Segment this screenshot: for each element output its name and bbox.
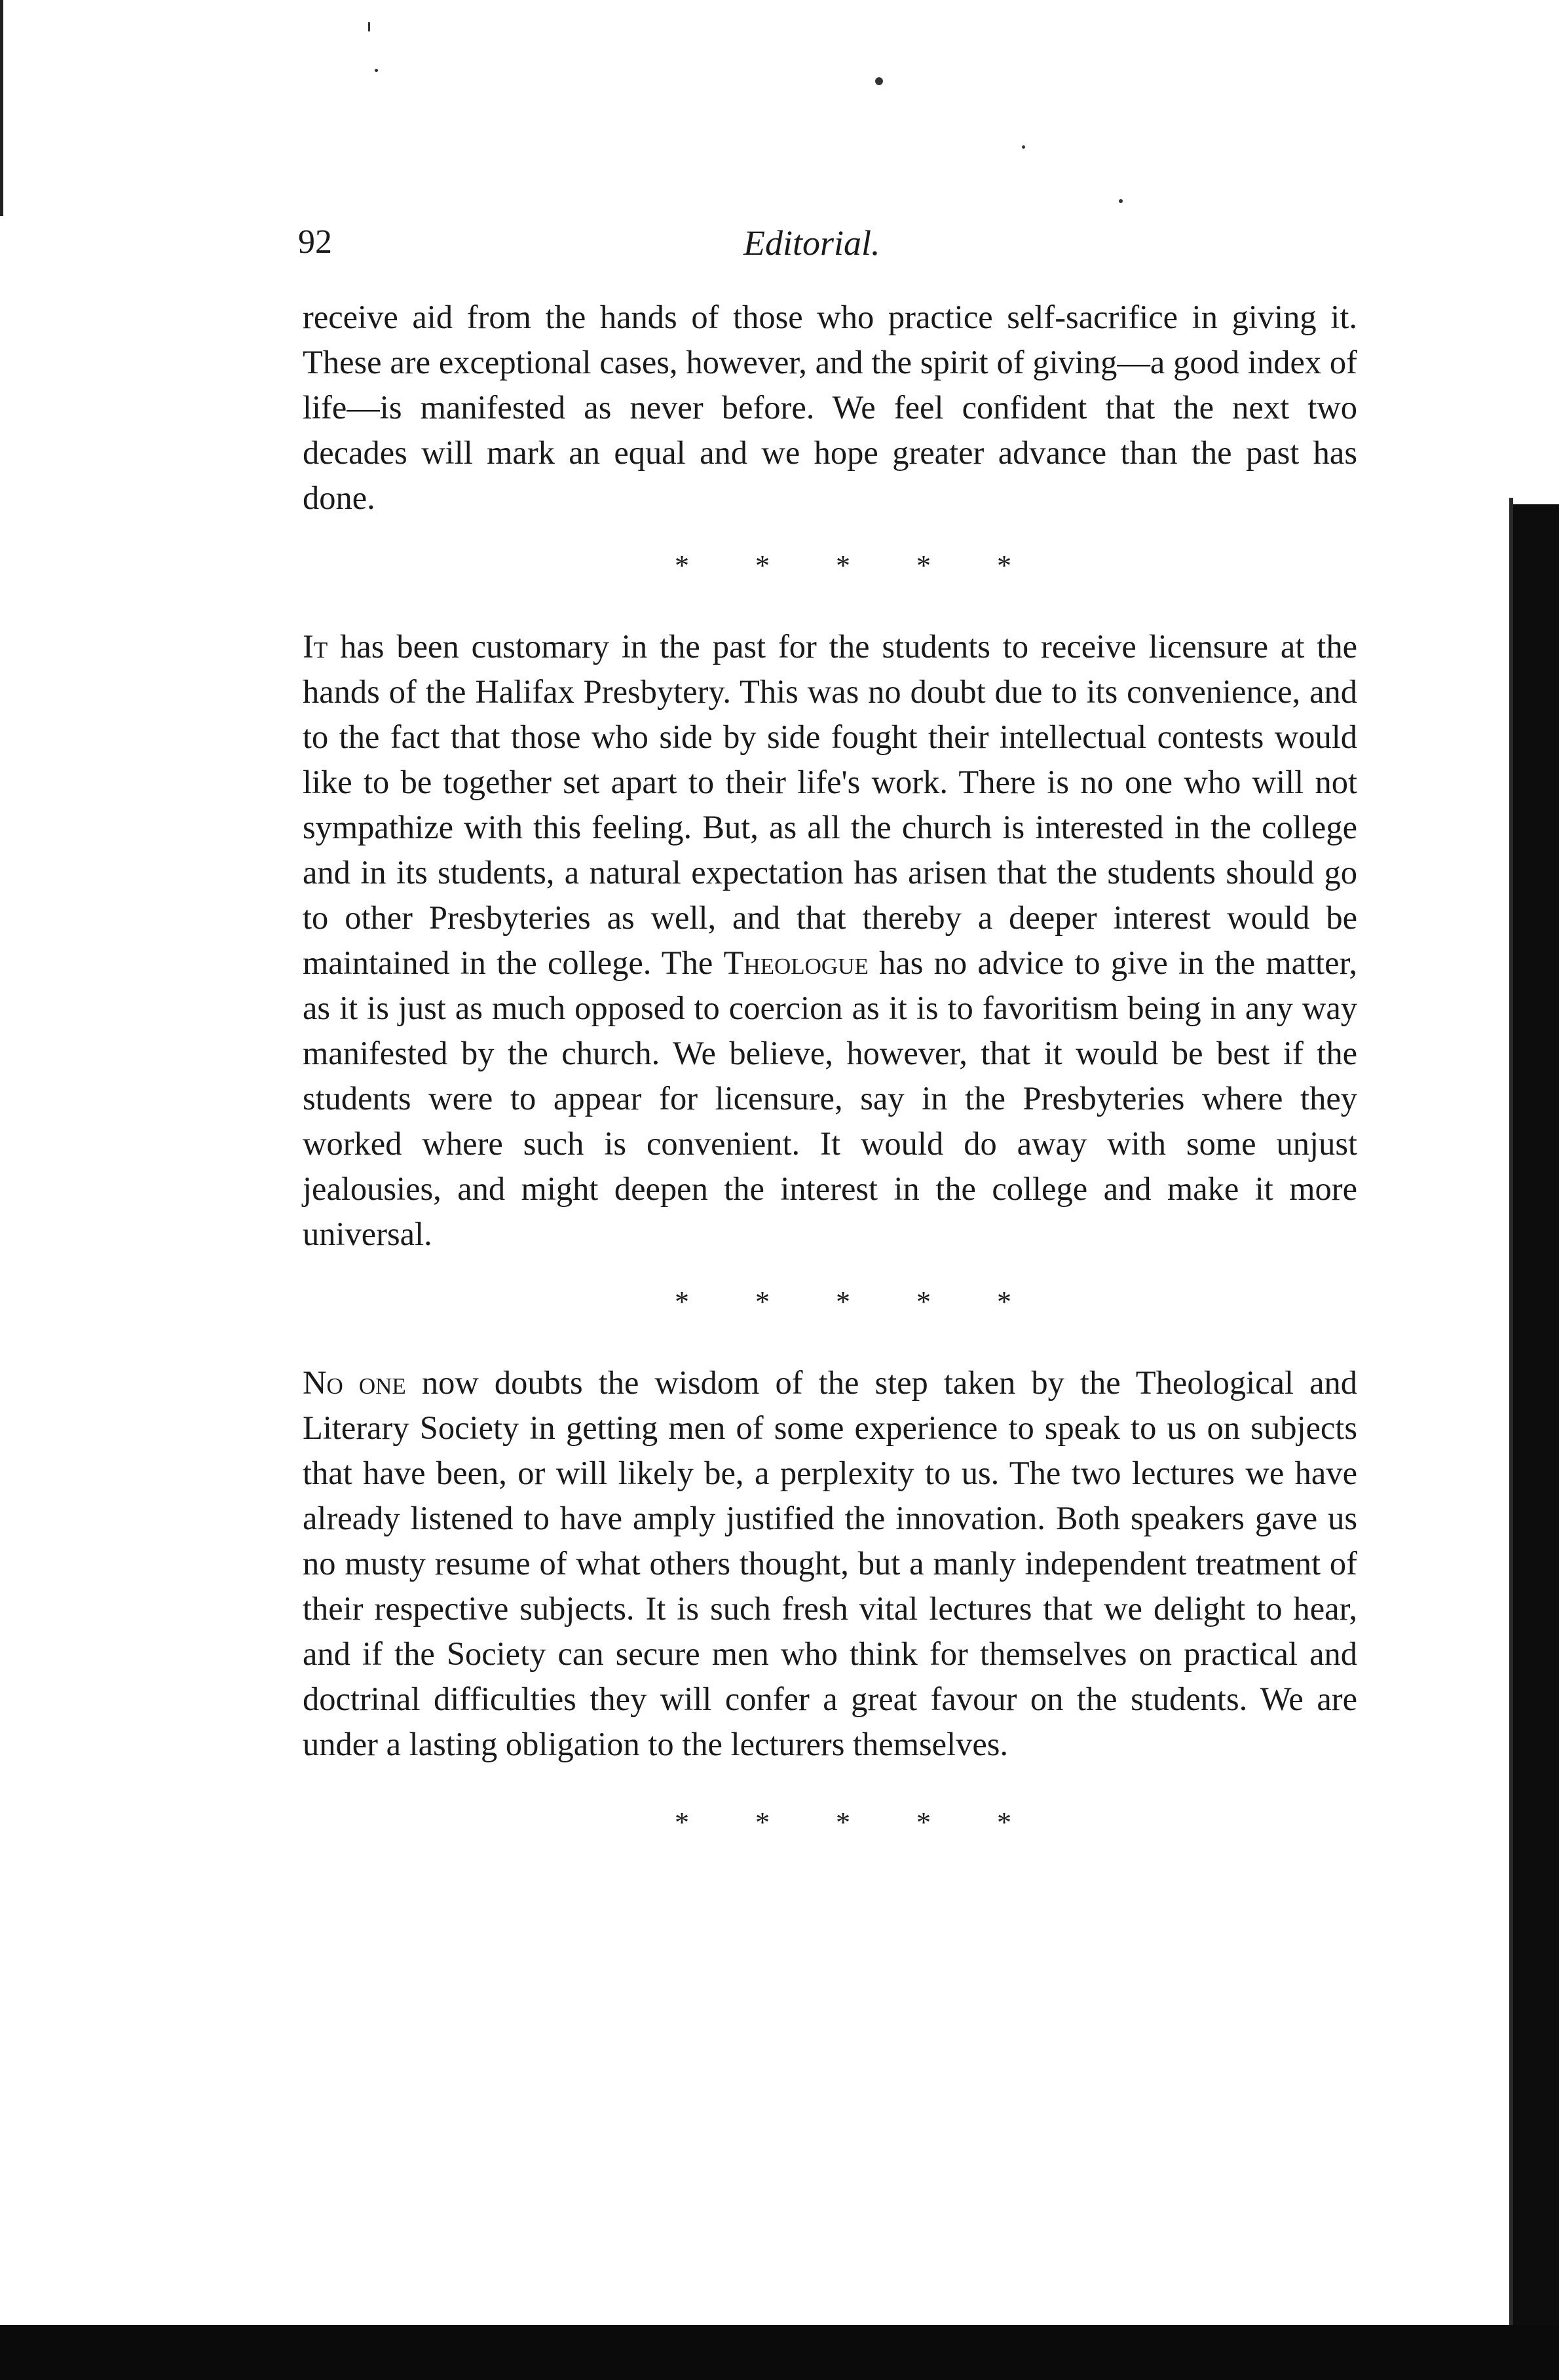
paragraph-text: now doubts the wisdom of the step taken by the Theological and Literary Society in getting men of some experience to speak to us on subjects that have been, or will likely be, a perplexity to us. The two lectures we have already listened to have amply justified the innovation. Both speakers gave us no musty resume of what others thought, but a manly independent treatment of their respective subjects. It is such fresh vital lectures that we delight to hear, and if the Society can secure men who think for themselves on practical and doctrinal difficulties they will confer a great favour on the students. We are under a lasting obligation to the lecturers themselves. — [303, 1364, 1357, 1762]
paragraph-continuation — [303, 295, 1357, 521]
page-number: 92 — [298, 223, 332, 261]
paragraph-text-after: has no advice to give in the matter, as it is just as much opposed to coercion as it is to favoritism being in any way manifested by the church. We believe, however, that it would be best if the students were to appear for licensure, say in the Presbyteries where they worked where such is convenient. It would do away with some unjust jealousies, and might deepen the interest in the college and make it more universal. — [303, 944, 1357, 1252]
paragraph-text: has been customary in the past for the students to receive licensure at the hands of the Halifax Presbytery. This was no doubt due to its convenience, and to the fact that those who side by side fought their intellectual contests would like to be together set apart to their life's work. There is no one who will not sympathize with this feeling. But, as all the church is interested in the college and in its students, a natural expectation has arisen that the students should go to other Presbyteries as well, and that thereby a deeper interest would be maintained in the college. The — [303, 628, 1357, 981]
scan-speck — [1022, 145, 1025, 149]
paragraph-lead: No one — [303, 1364, 406, 1401]
paragraph-text: receive aid from the hands of those who practice self-sacrifice in giving it. These are exceptional cases, however, and the spirit of giving—a good index of life—is manifested as never before. We feel confident that the next two decades will mark an equal and we hope greater advance than the past has done. — [303, 299, 1357, 516]
paragraph-lead: It — [303, 628, 328, 665]
section-separator: * * * * * — [675, 1286, 1011, 1318]
scan-edge-left — [0, 0, 3, 216]
scan-speck — [1119, 199, 1123, 203]
paragraph-licensure — [303, 624, 1357, 1257]
scan-edge-bottom — [0, 2325, 1559, 2380]
journal-name: Theologue — [723, 944, 869, 981]
scan-speck — [875, 77, 883, 85]
scan-edge-right — [1513, 504, 1559, 2325]
section-separator: * * * * * — [675, 1806, 1011, 1838]
section-separator: * * * * * — [675, 549, 1011, 582]
body-text — [303, 295, 1357, 1881]
paragraph-lectures — [303, 1360, 1357, 1767]
running-head: Editorial. — [743, 223, 880, 263]
scan-speck — [375, 69, 378, 72]
page-header — [298, 223, 1353, 275]
scan-speck — [368, 22, 370, 31]
